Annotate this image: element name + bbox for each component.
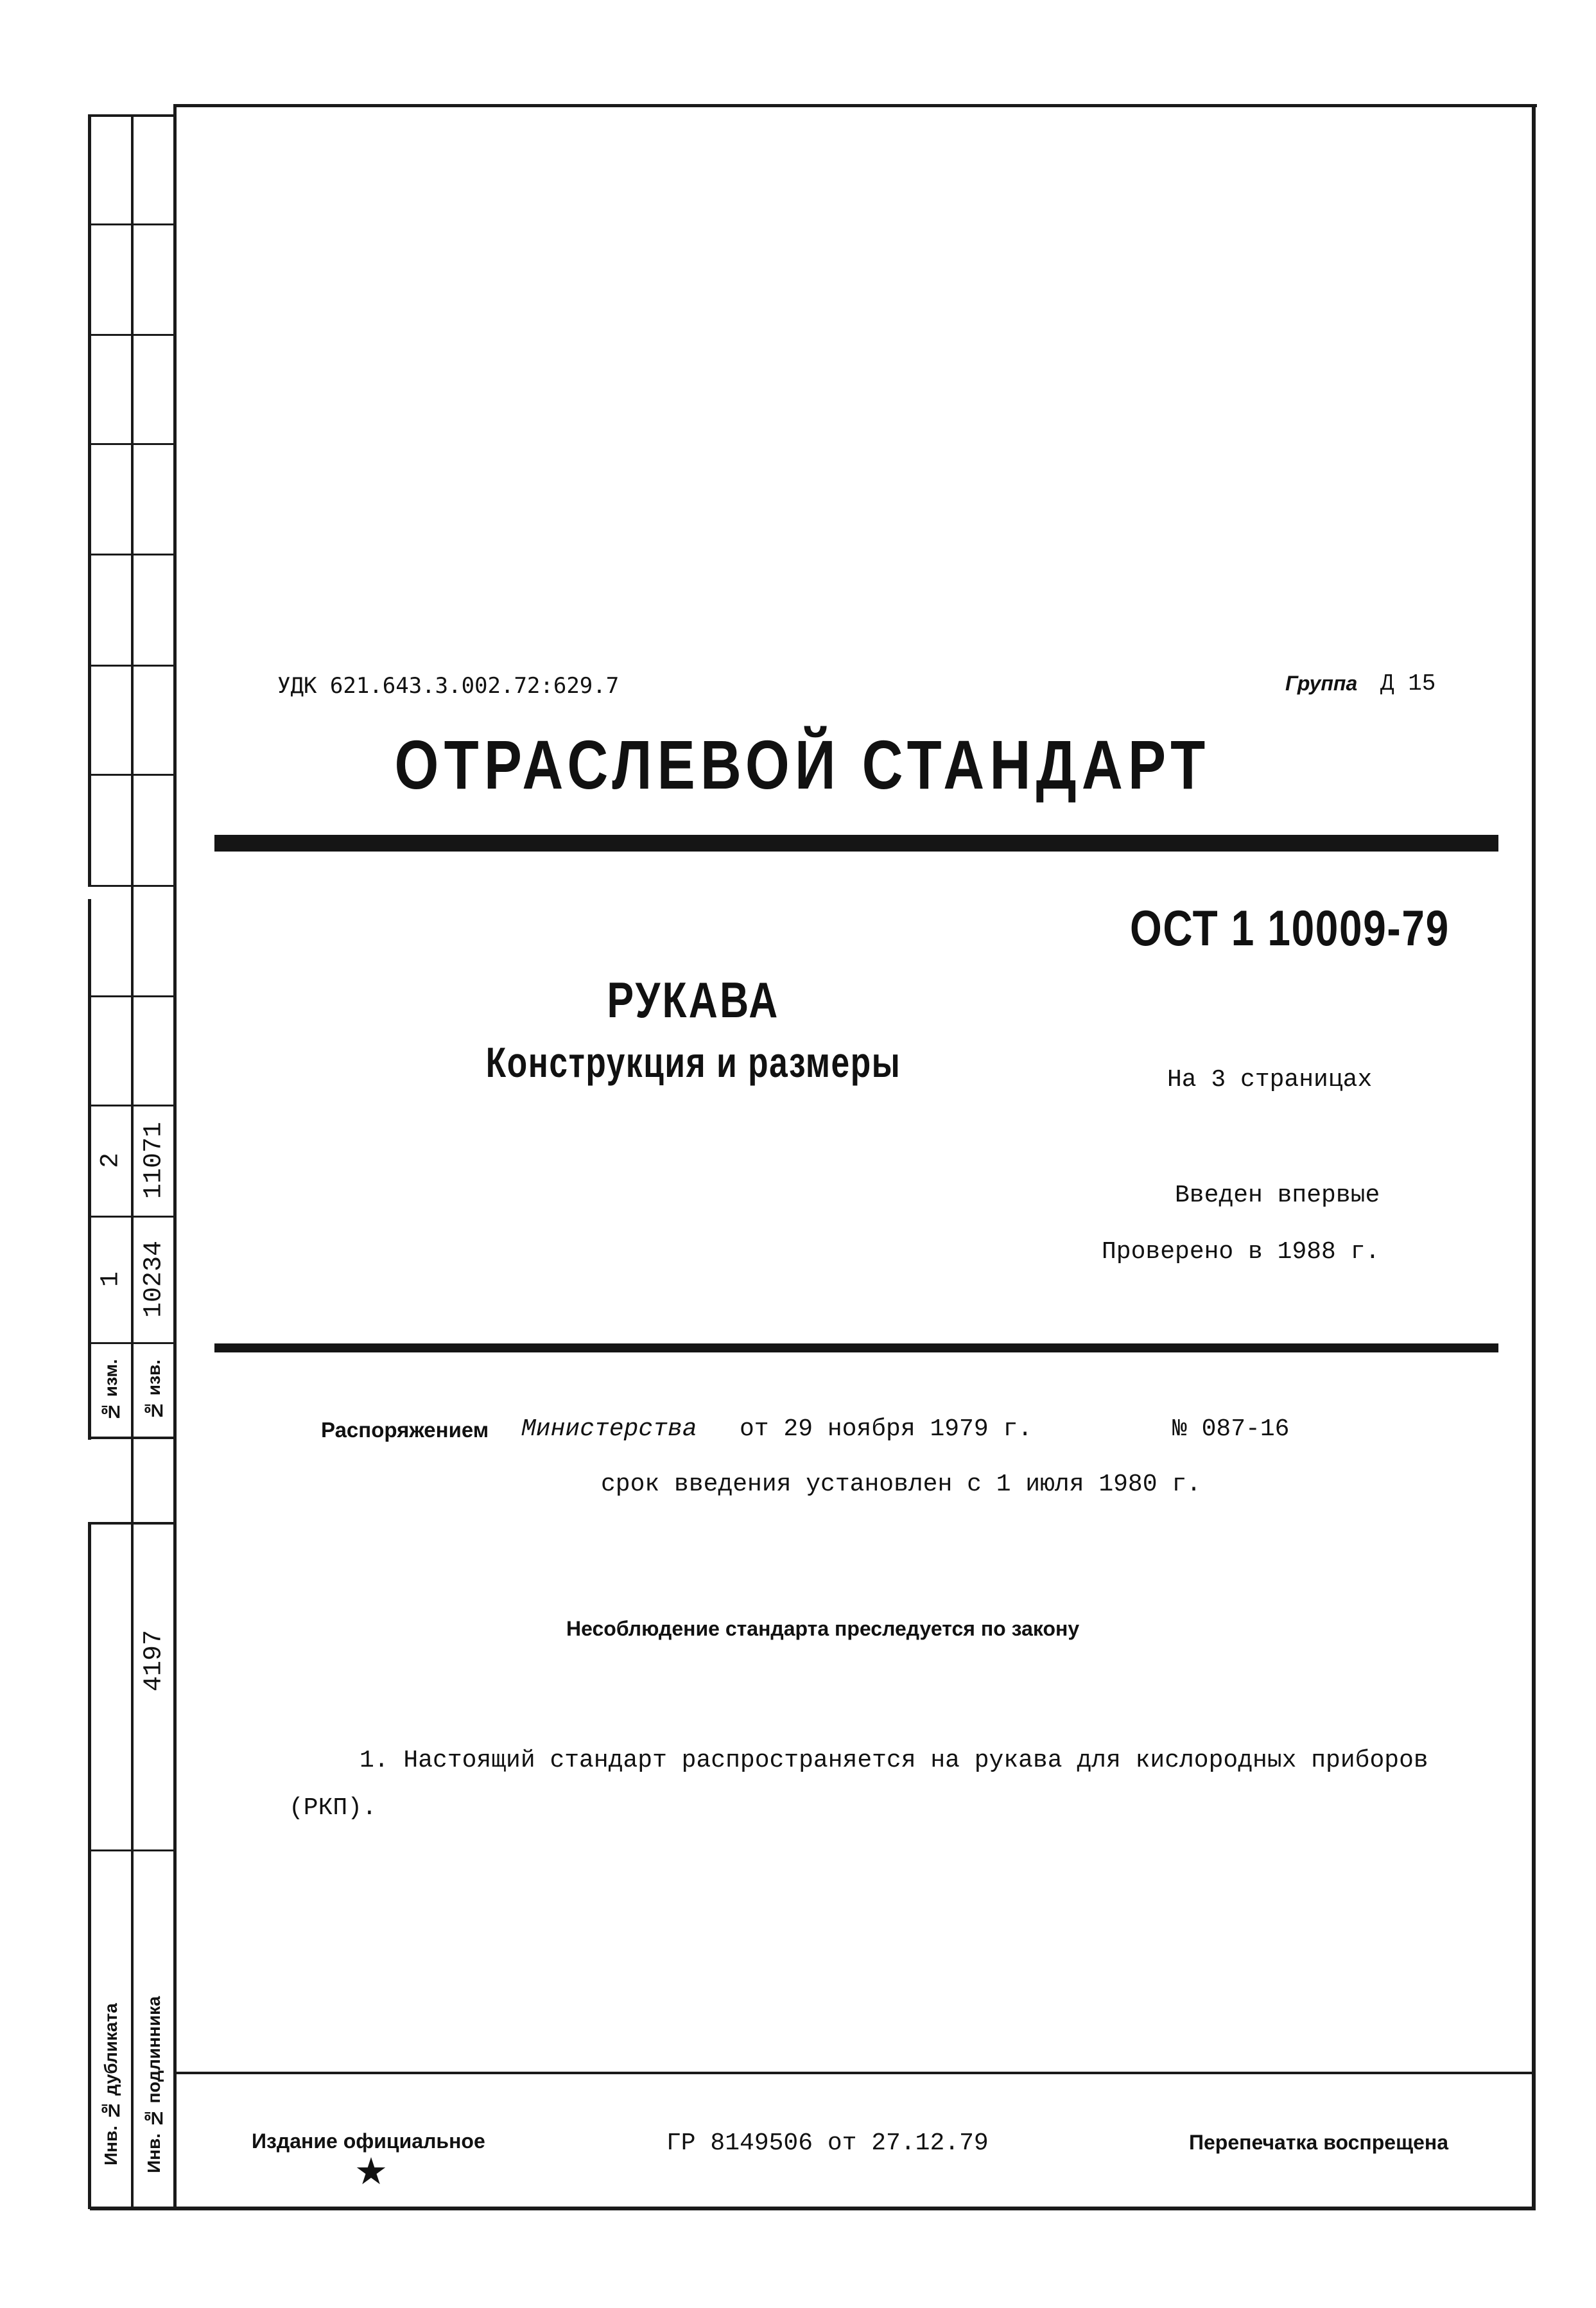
side-col-left-line-2: [88, 899, 91, 1440]
inv-original-label: Инв. № подлинника: [144, 1996, 164, 2173]
frame-footer-line: [173, 2072, 1534, 2074]
side-col-left-line-3: [88, 1522, 91, 2209]
legal-notice: Несоблюдение стандарта преследуется по закону: [566, 1617, 1080, 1640]
star-icon: ★: [354, 2149, 388, 2193]
side-row-sep: [88, 223, 175, 225]
standard-subject: РУКАВА: [607, 972, 780, 1028]
title-rule: [214, 835, 1498, 852]
frame-bottom: [90, 2207, 1536, 2210]
frame-inner-left: [173, 104, 177, 2209]
effective-date: срок введения установлен с 1 июля 1980 г.: [601, 1471, 1201, 1498]
checked-note: Проверено в 1988 г.: [1102, 1238, 1380, 1266]
registration-number: ГР 8149506 от 27.12.79: [666, 2129, 989, 2157]
order-date: от 29 ноября 1979 г.: [740, 1415, 1033, 1443]
side-row-sep: [88, 1522, 175, 1525]
frame-right: [1532, 104, 1536, 2210]
order-issuer: Министерства: [521, 1415, 697, 1443]
inv-duplicate-label: Инв. № дубликата: [101, 2003, 121, 2166]
side-row-sep: [88, 665, 175, 667]
side-row-sep: [88, 554, 175, 555]
notice-number-1: 10234: [139, 1240, 169, 1318]
side-row-sep: [88, 334, 175, 336]
side-table-top: [88, 114, 175, 117]
notice-number-2: 11071: [139, 1121, 169, 1200]
standard-number: ОСТ 1 10009-79: [1130, 900, 1450, 956]
official-edition: Издание официальное: [252, 2129, 485, 2153]
side-col-left-line: [88, 114, 91, 885]
clause-1-line-1: 1. Настоящий стандарт распространяется на рукава для кислородных приборов: [360, 1747, 1428, 1774]
change-number-1: 1: [96, 1272, 126, 1288]
introduced-note: Введен впервые: [1175, 1182, 1380, 1209]
change-column-label: № изм.: [101, 1359, 121, 1422]
group-value: Д 15: [1380, 670, 1436, 697]
notice-column-label: № изв.: [144, 1359, 164, 1421]
side-row-sep: [88, 885, 175, 887]
standard-subtitle: Конструкция и размеры: [485, 1038, 901, 1086]
group-label: Группа: [1285, 672, 1358, 695]
reprint-prohibited: Перепечатка воспрещена: [1189, 2131, 1448, 2154]
side-row-sep: [88, 1216, 175, 1218]
order-number: № 087-16: [1172, 1415, 1290, 1443]
side-row-sep: [88, 995, 175, 997]
inv-original-value: 4197: [139, 1630, 169, 1692]
side-row-sep: [88, 443, 175, 445]
document-title: ОТРАСЛЕВОЙ СТАНДАРТ: [394, 726, 1211, 803]
side-row-sep: [88, 1105, 175, 1106]
side-row-sep: [88, 1849, 175, 1851]
frame-top: [173, 104, 1537, 107]
order-label: Распоряжением: [321, 1418, 489, 1442]
udk-code: УДК 621.643.3.002.72:629.7: [277, 673, 620, 699]
change-number-2: 2: [96, 1153, 126, 1169]
section-rule: [214, 1343, 1498, 1352]
side-row-sep: [88, 1437, 175, 1439]
clause-1-line-2: (РКП).: [289, 1794, 377, 1822]
page-count: На 3 страницах: [1167, 1066, 1373, 1094]
side-row-sep: [88, 1342, 175, 1344]
side-row-sep: [88, 774, 175, 776]
side-col-mid-line: [131, 114, 134, 2209]
